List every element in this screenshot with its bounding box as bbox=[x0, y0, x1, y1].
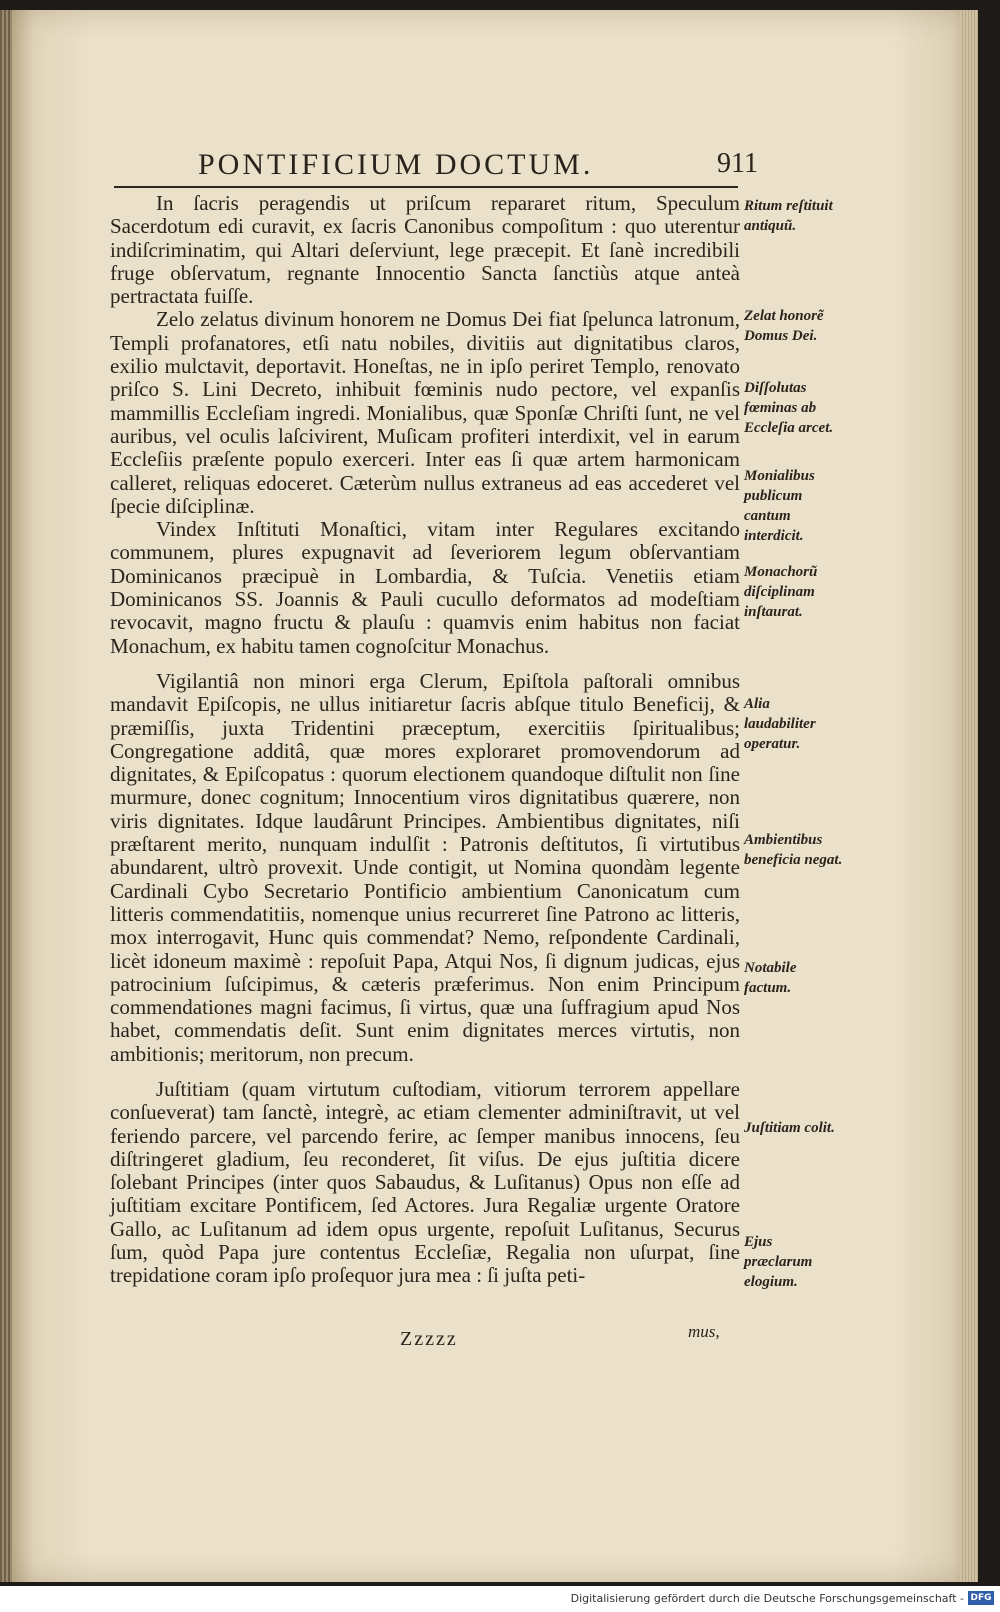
paragraph-zeal: Zelo zelatus divinum honorem ne Domus Dei fiat ſpelunca latronum, Templi profanatores, etſi natu nobiles, divitiis aut dignitatibus claros, exilio mulctavit, deportavit. Honeſtas, ne in ipſo periret Templo, renovato priſco S. Lini Decreto, inhibuit fœminis nudo pectore, vel expanſis mammillis Eccleſiam ingredi. Monialibus, quæ Sponſæ Chriſti ſunt, ne vel auribus, vel oculis laſcivirent, Muſicam profiteri interdixit, vel in earum Eccleſiis præſente populo exerceri. Inter eas ſi quæ artem harmonicam calleret, reliquas edoceret. Cæterùm nullus extraneus ad eas accederet vel ſpecie diſciplinæ. bbox=[110, 307, 740, 518]
margin-note: Monachorũ diſciplinam inſtaurat. bbox=[744, 564, 818, 620]
margin-note: Ambientibus beneficia negat. bbox=[744, 832, 843, 868]
catchword: mus, bbox=[688, 1322, 720, 1341]
page-edges bbox=[960, 10, 978, 1582]
signature-mark: Zzzzz bbox=[400, 1328, 458, 1350]
header-rule bbox=[114, 186, 738, 188]
digitization-footer bbox=[0, 1586, 1000, 1612]
dfg-logo: DFG bbox=[968, 1591, 994, 1605]
running-title: PONTIFICIUM DOCTUM. bbox=[198, 148, 594, 181]
paragraph-justice: Juſtitiam (quam virtutum cuſtodiam, vitiorum terrorem appellare conſueverat) tam ſanctè, integrè, ac etiam clementer adminiſtravit, ut vel feriendo parcere, vel parcendo ferire, ac ſemper manibus innocens, ſeu diſtringeret gladium, ſeu reconderet, ſit viſus. De ejus juſtitia dicere ſolebant Principes (inter quos Sabaudus, & Luſitanus) Opus non eſſe ad juſtitiam excitare Pontificem, ſed Actores. Jura Regaliæ urgente Oratore Gallo, ac Luſitanum ad idem opus urgente, repoſuit Luſitanus, Securus ſum, quòd Papa jure contentus Eccleſiæ, Regalia non uſurpat, ſine trepidatione coram ipſo proſequor jura mea : ſi juſta peti- bbox=[110, 1076, 740, 1288]
margin-note: Ritum reſtituit antiquũ. bbox=[744, 198, 833, 234]
paragraph-clergy: Vigilantiâ non minori erga Clerum, Epiſtola paſtorali omnibus mandavit Epiſcopis, ne ullus initiaretur ſacris abſque titulo Beneficij, & præmiſſis, juxta Tridentini præceptum, exercitiis ſpiritualibus; Congregatione additâ, quæ mores exploraret promovendorum ad dignitates, & Epiſcopatus : quorum electionem quandoque diſtulit non ſine murmure, donec cognitum; Innocentium viros dignitatibus quærere, non viris dignitates. Idque laudârunt Principes. Ambientibus dignitates, niſi præſtarent merito, nunquam indulſit : Patronis deſtitutos, ſi virtutibus abundarent, ultrò provexit. Unde contigit, ut Nomina quondàm legente Cardinali Cybo Secretario Pontificio ambientium Canonicatum cum litteris commendatitiis, nomenque unius recurreret ſine Patrono ac litteris, mox interrogavit, Hunc quis commendat? Nemo, reſpondente Cardinali, licèt idoneum maximè : repoſuit Papa, Atqui Nos, ſi dignum judicas, ejus patrocinium ſuſcipimus, & cæteris præferimus. Non enim Principum commendationes magni facimus, ſi virtus, quæ una ſuffragium apud Nos habet, commendatis deſit. Sunt enim dignitates merces virtutis, non ambitionis; meritorum, non precum. bbox=[110, 668, 740, 1066]
margin-note: Notabile factum. bbox=[744, 960, 797, 996]
running-header bbox=[198, 148, 758, 188]
margin-note: Diſſolutas fœminas ab Eccleſia arcet. bbox=[744, 380, 834, 436]
margin-note: Alia laudabiliter operatur. bbox=[744, 696, 816, 752]
margin-note: Monialibus publicum cantum interdicit. bbox=[744, 468, 815, 544]
paragraph-monastic: Vindex Inſtituti Monaſtici, vitam inter Regulares excitando communem, plures expugnavit ad ſeveriorem legum obſervantiam Dominicanos præcipuè in Lombardia, & Tuſcia. Venetiis etiam Dominicanos SS. Joannis & Pauli cucullo deformatos ad modeſtiam revocavit, magno fructu & plauſu : quamvis enim habitus non faciat Monachum, ex habitu tamen cognoſcitur Monachus. bbox=[110, 517, 740, 658]
page-number: 911 bbox=[717, 148, 758, 179]
main-text bbox=[110, 192, 740, 1288]
margin-note: Juſtitiam colit. bbox=[744, 1120, 835, 1136]
margin-note: Zelat honorẽ Domus Dei. bbox=[744, 308, 824, 344]
paragraph-ritual: In ſacris peragendis ut priſcum repararet ritum, Speculum Sacerdotum edi curavit, ex ſacris Canonibus compoſitum : quo uterentur indiſcriminatim, qui Altari deſerviunt, lege præcepit. Et ſanè incredibili fruge obſervatum, regnante Innocentio Sancta ſanctiùs atque anteà pertractata fuiſſe. bbox=[110, 191, 740, 309]
margin-note: Ejus præclarum elogium. bbox=[744, 1234, 813, 1290]
footer-credit: Digitalisierung gefördert durch die Deutsche Forschungsgemeinschaft - bbox=[570, 1592, 964, 1605]
